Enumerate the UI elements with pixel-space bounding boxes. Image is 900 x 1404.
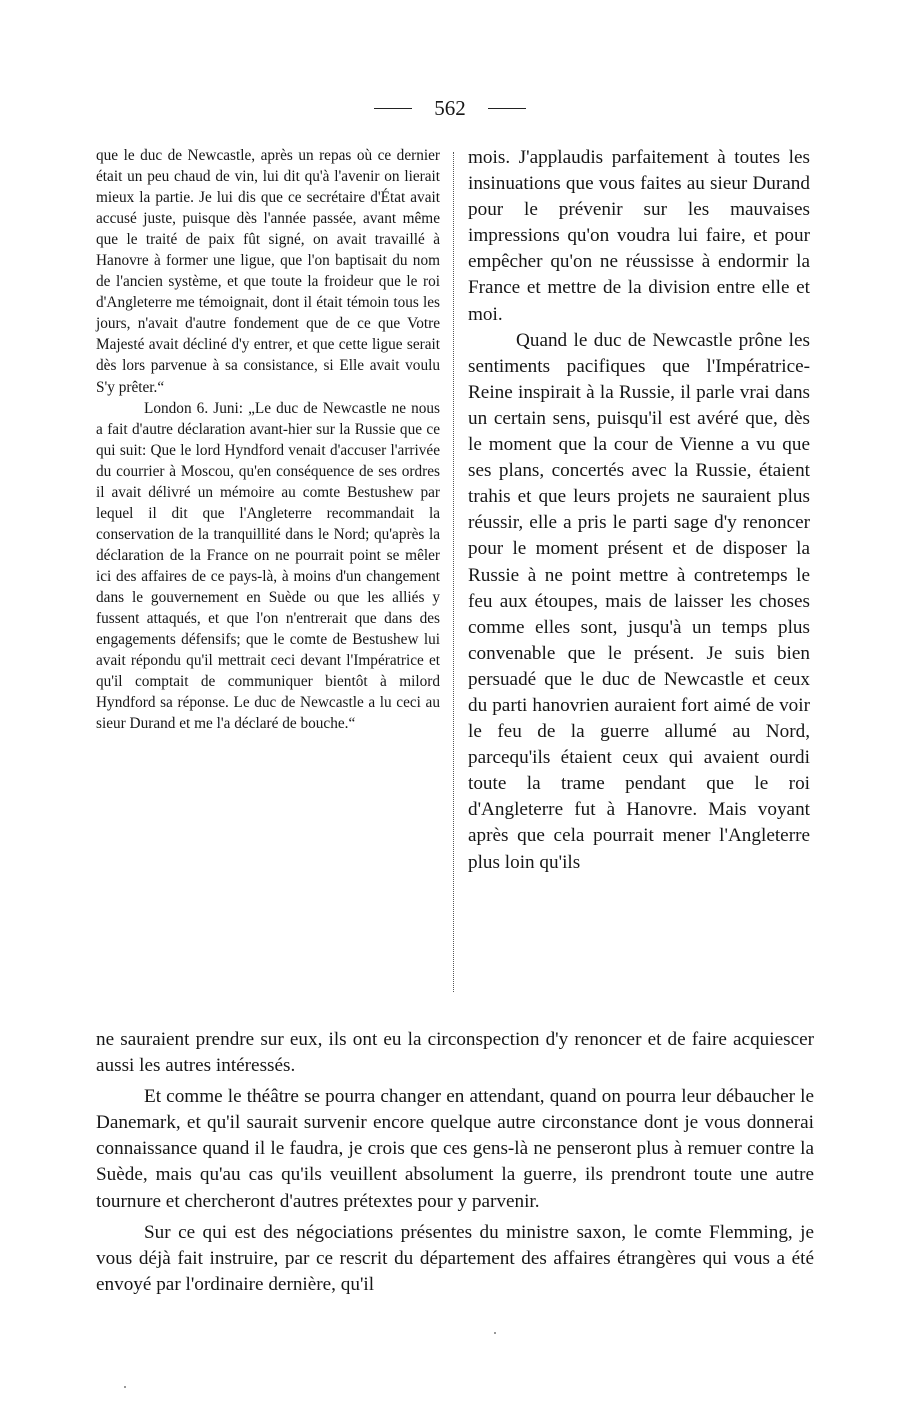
scan-speck [124, 1386, 126, 1388]
right-paragraph: mois. J'applaudis parfaitement à toutes les insinuations que vous faites au sieur Durand pour le prévenir sur les mauvaises impressions qu'on voudra lui faire, et pour empêcher qu'on ne réussisse à endormir la France et mettre de la division entre elle et moi. [468, 147, 810, 325]
body-paragraph: Sur ce qui est des négociations présentes du ministre saxon, le comte Flemming, je vous déjà fait instruire, par ce rescrit du département des affaires étrangères qui vous a été envoyé par l'ordinaire dernière, qu'il [96, 1221, 814, 1295]
page-number-rule-left [374, 108, 412, 109]
column-divider [453, 152, 454, 992]
body-paragraph: ne sauraient prendre sur eux, ils ont eu la circonspection d'y renoncer et de faire acquiescer aussi les autres intéressés. [96, 1029, 814, 1077]
right-paragraph: Quand le duc de Newcastle prône les sentiments pacifiques que l'Impératrice-Reine inspirait à la Russie, il parle vrai dans un certain sens, puisqu'il est avéré que, dès le moment que la cour de Vienne a vu que ses plans, concertés avec la Russie, étaient trahis et que leurs projets ne sauraient plus réussir, elle a pris le parti sage d'y renoncer pour le moment présent et de disposer la Russie à ne point mettre à contretemps le feu aux étoupes, mais de laisser les choses comme elles sont, jusqu'à un temps plus convenable que le présent. Je suis bien persuadé que le duc de Newcastle et ceux du parti hanovrien auraient fort aimé de voir le feu de la guerre allumé au Nord, parcequ'ils étaient ceux qui avaient ourdi toute la trame pendant que le roi d'Angleterre fut à Hanovre. Mais voyant après que cela pourrait mener l'Angleterre plus loin qu'ils [468, 329, 810, 873]
page-header [0, 96, 900, 121]
left-paragraph: que le duc de Newcastle, après un repas où ce dernier était un peu chaud de vin, lui dit qu'à l'avenir on lierait mieux la partie. Je lui dis que ce secrétaire d'État avait accusé juste, puisque dès l'année passée, avant même que le traité de paix fût signé, on avait travaillé à Hanovre à former une ligue, que l'on baptisait du nom de l'ancien système, et que toute la froideur que le roi d'Angleterre me témoignait, dont il était témoin tous les jours, n'avait d'autre fondement que de ce que Votre Majesté avait décliné d'y entrer, et que cette ligue serait dès lors parvenue à sa consistance, si Elle avait voulu S'y prêter.“ [96, 147, 440, 396]
body-paragraph: Et comme le théâtre se pourra changer en attendant, quand on pourra leur débaucher le Danemark, et qu'il saurait survenir encore quelque autre circonstance dont je vous donnerai connaissance quand il le faudra, je crois que ces gens-là ne penseront plus à remuer contre la Suède, mais qu'au cas qu'ils veuillent absolument la guerre, ils prendront toute une autre tournure et chercheront d'autres prétextes pour y parvenir. [96, 1086, 814, 1212]
page-number-rule-right [488, 108, 526, 109]
right-column-text [468, 145, 810, 876]
page-number: 562 [434, 96, 466, 120]
left-column-footnote [96, 145, 440, 734]
left-paragraph: London 6. Juni: „Le duc de Newcastle ne nous a fait d'autre déclaration avant-hier sur la Russie que ce qui suit: Que le lord Hyndford venait d'accuser l'arrivée du courrier à Moscou, qu'en conséquence de ses ordres il avait délivré un mémoire au comte Bestushew par lequel il dit que l'Angleterre recommandait la conservation de la tranquillité dans le Nord; qu'après la déclaration de la France on ne pourrait point se mêler ici des affaires de ce pays-là, à moins d'un changement dans le gouvernement en Suède ou que les alliés y fussent attaqués, et que l'on n'entrerait que dans des engagements défensifs; que le comte de Bestushew lui avait répondu qu'il mettrait ceci devant l'Impératrice et qu'il comptait de communiquer bientôt à milord Hyndford sa réponse. Le duc de Newcastle a lu ceci au sieur Durand et me l'a déclaré de bouche.“ [96, 399, 440, 733]
scan-speck [494, 1332, 496, 1334]
full-width-text [96, 1027, 814, 1303]
